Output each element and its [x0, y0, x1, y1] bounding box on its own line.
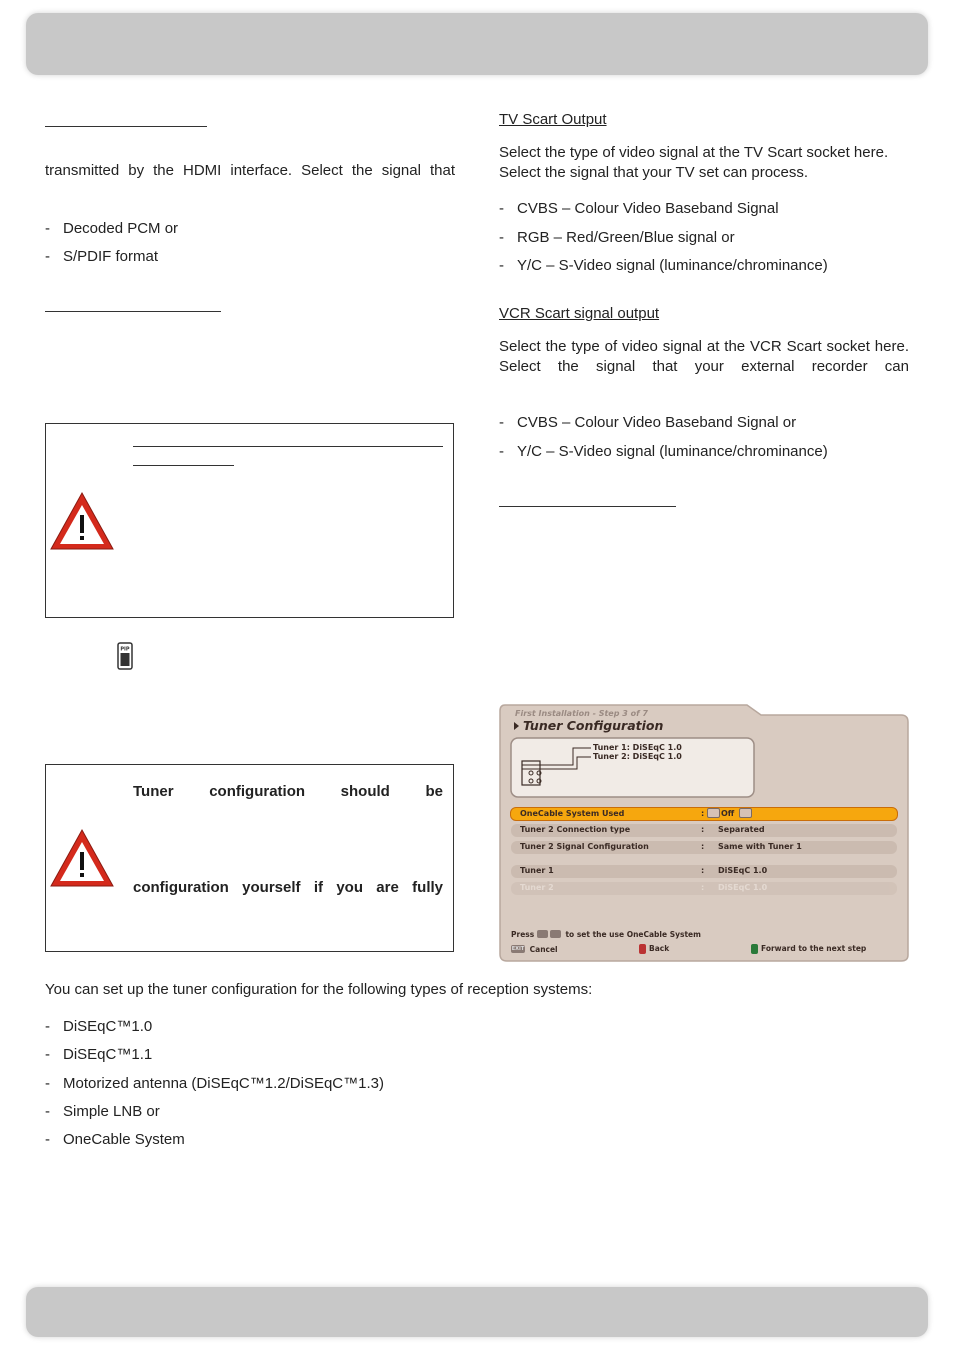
list-item: - Decoded PCM or — [45, 220, 179, 237]
list-item: - Simple LNB or — [45, 1103, 160, 1120]
osd-row-onecable[interactable]: OneCable System Used : Off — [510, 807, 898, 821]
osd-back-hint[interactable]: Back — [639, 944, 669, 954]
list-item: - S/PDIF format — [45, 248, 159, 265]
osd-row-tuner2-signal[interactable]: Tuner 2 Signal Configuration : Same with Tuner 1 — [511, 841, 897, 854]
warning-box — [45, 423, 454, 618]
section-heading-rule — [499, 506, 676, 507]
osd-step-label: First Installation - Step 3 of 7 — [515, 709, 648, 718]
osd-right-arrow-icon[interactable] — [739, 809, 754, 819]
warning-text-line: configuration yourself if you are fully — [133, 879, 443, 896]
osd-tuner2-label: Tuner 2: DiSEqC 1.0 — [593, 752, 682, 761]
pip-key-label: PIP — [120, 646, 130, 653]
list-item: - Motorized antenna (DiSEqC™1.2/DiSEqC™1.3) — [45, 1075, 384, 1092]
warning-triangle-icon — [48, 827, 116, 889]
osd-left-arrow-icon[interactable] — [707, 809, 722, 819]
osd-row-tuner2-connection[interactable]: Tuner 2 Connection type : Separated — [511, 824, 897, 837]
list-item: - Y/C – S-Video signal (luminance/chrominance) — [499, 443, 828, 460]
osd-row-tuner2-disabled: Tuner 2 : DiSEqC 1.0 — [511, 882, 897, 895]
vcr-scart-heading: VCR Scart signal output — [499, 305, 660, 322]
tv-scart-heading: TV Scart Output — [499, 111, 607, 128]
list-item: - CVBS – Colour Video Baseband Signal or — [499, 414, 797, 431]
exit-key-icon: EXIT — [511, 946, 525, 952]
osd-right-key-icon — [550, 930, 561, 938]
warning-heading-rule — [133, 465, 234, 466]
footer-band — [26, 1287, 928, 1337]
pip-key-icon — [117, 642, 133, 670]
osd-left-key-icon — [537, 930, 548, 938]
list-item: - DiSEqC™1.1 — [45, 1046, 153, 1063]
list-item: - RGB – Red/Green/Blue signal or — [499, 229, 735, 246]
warning-text-line: Tuner configuration should be — [133, 783, 443, 800]
warning-box-tuner — [45, 764, 454, 952]
list-item: - DiSEqC™1.0 — [45, 1018, 153, 1035]
section-heading-rule — [45, 126, 207, 127]
tv-scart-paragraph: Select the type of video signal at the TV Scart socket here. Select the signal that your TV set can process. — [499, 144, 889, 181]
osd-hint: Press to set the use OneCable System — [511, 930, 701, 939]
reception-systems-intro: You can set up the tuner configuration for the following types of reception systems: — [45, 981, 593, 998]
list-item: - Y/C – S-Video signal (luminance/chrominance) — [499, 257, 828, 274]
osd-tuner1-label: Tuner 1: DiSEqC 1.0 — [593, 743, 682, 752]
warning-triangle-icon — [48, 490, 116, 552]
tuner-configuration-screenshot — [499, 703, 909, 962]
osd-title: Tuner Configuration — [523, 718, 664, 733]
red-key-icon — [639, 944, 646, 954]
hdmi-audio-paragraph: transmitted by the HDMI interface. Select the signal that — [45, 162, 455, 179]
osd-cancel-hint[interactable]: EXIT Cancel — [511, 945, 558, 954]
header-band — [26, 13, 928, 75]
warning-heading-rule — [133, 446, 443, 447]
list-item: - OneCable System — [45, 1131, 185, 1148]
green-key-icon — [751, 944, 758, 954]
osd-row-tuner1[interactable]: Tuner 1 : DiSEqC 1.0 — [511, 865, 897, 878]
list-item: - CVBS – Colour Video Baseband Signal — [499, 200, 779, 217]
section-heading-rule — [45, 311, 221, 312]
vcr-scart-paragraph: Select the type of video signal at the VCR Scart socket here. Select the signal that your external recorder can — [499, 338, 909, 375]
osd-forward-hint[interactable]: Forward to the next step — [751, 944, 866, 954]
